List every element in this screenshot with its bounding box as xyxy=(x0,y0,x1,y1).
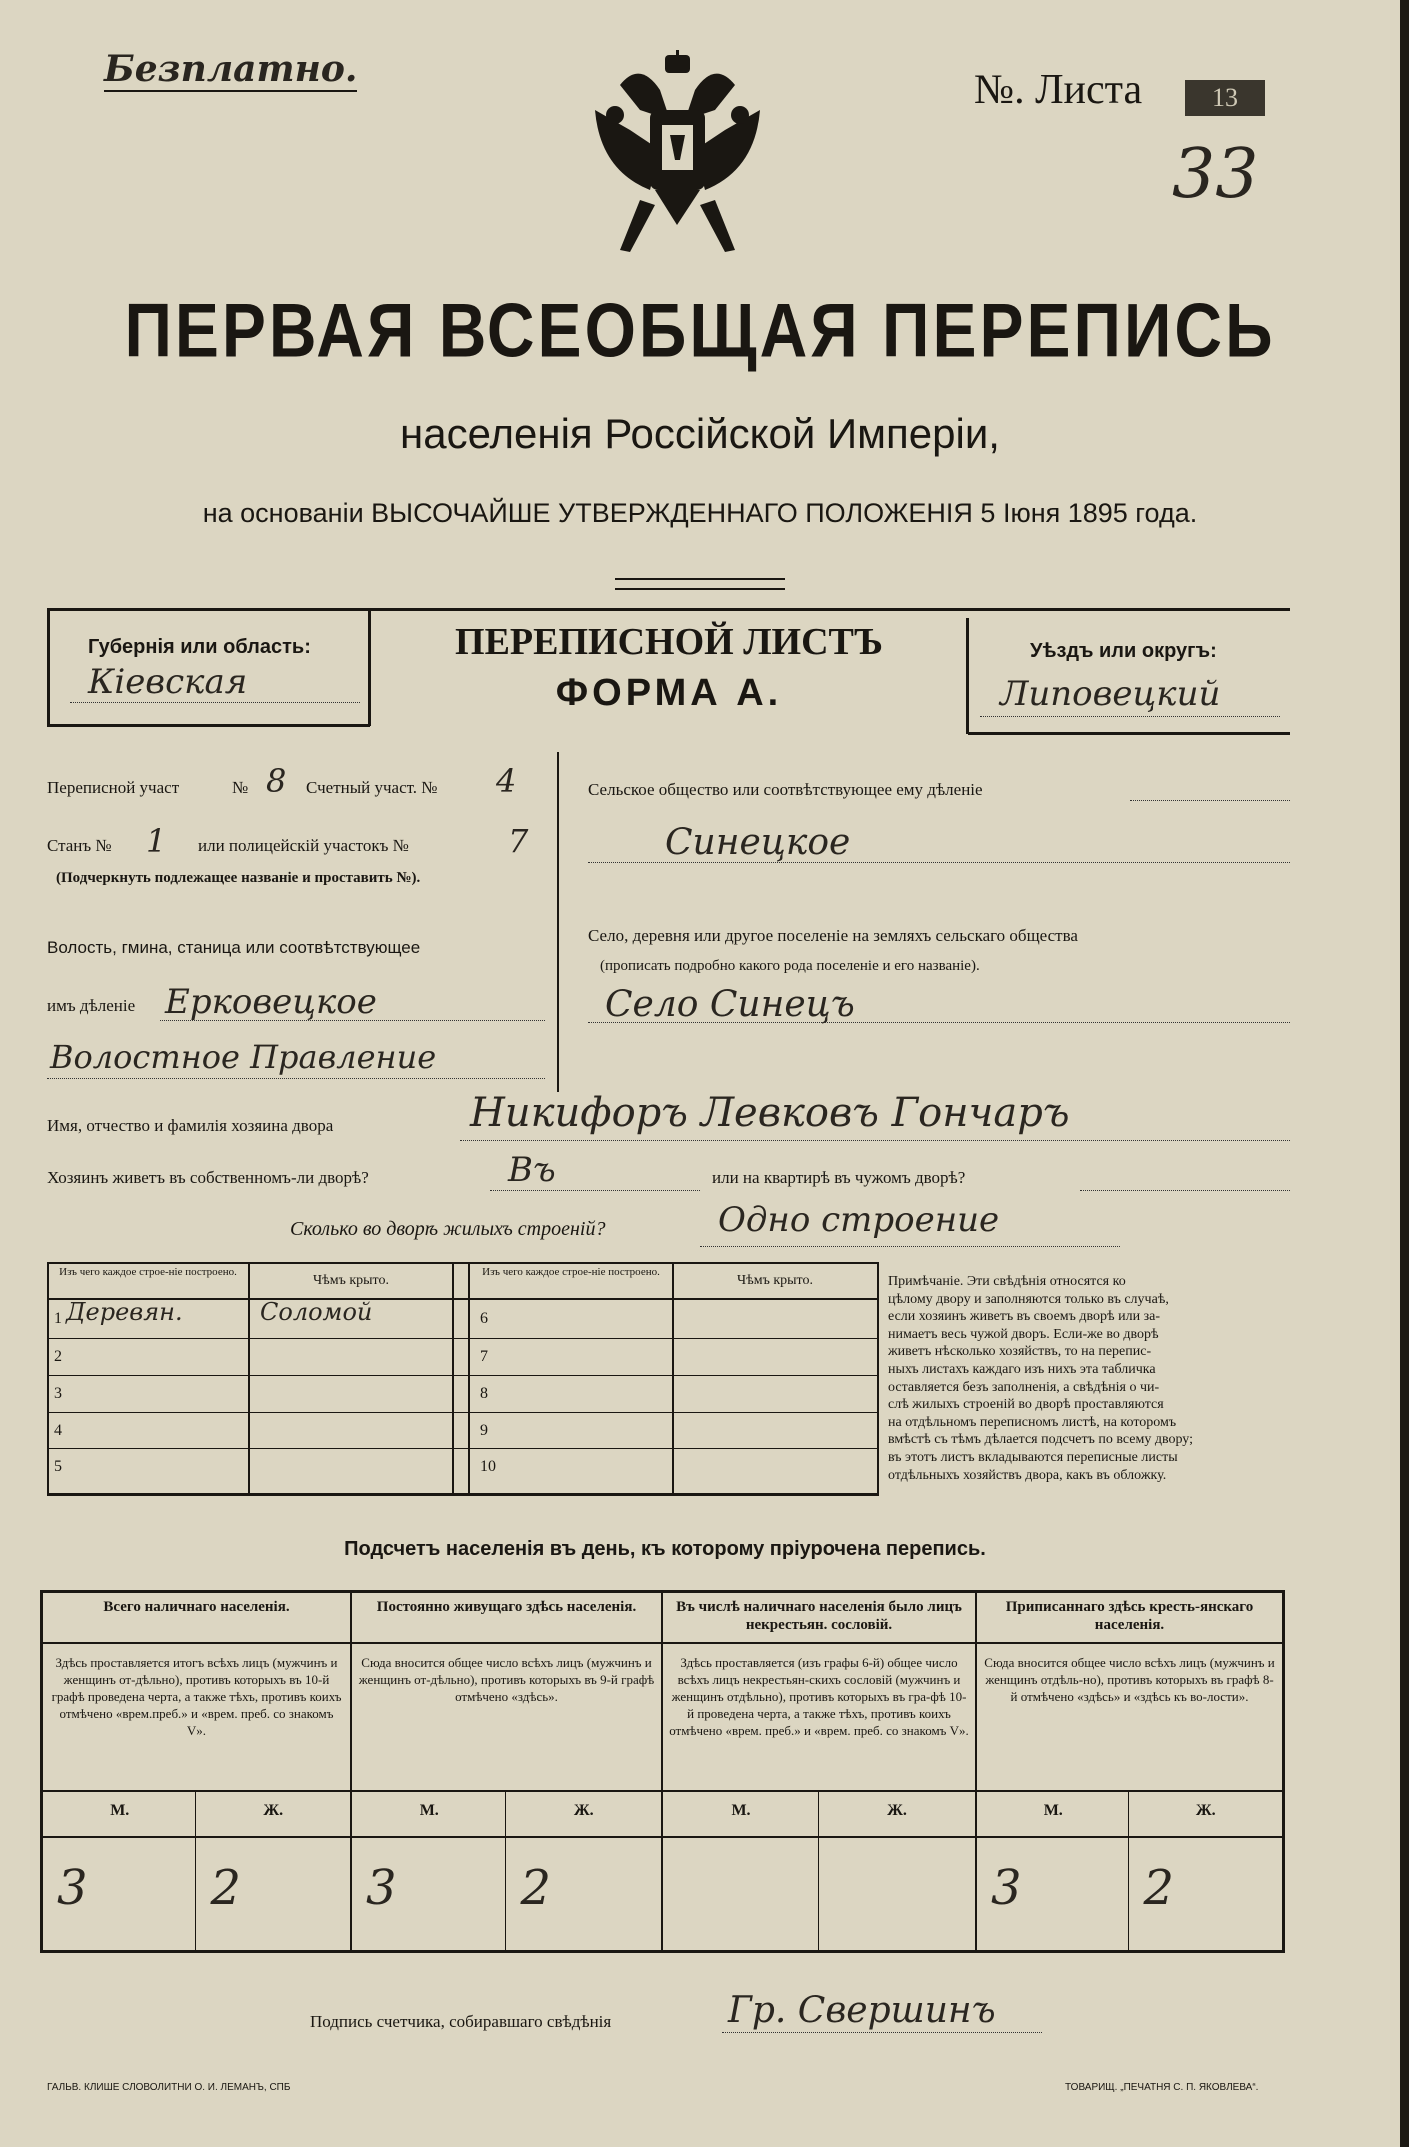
buildings-row-number: 4 xyxy=(54,1422,62,1439)
sheet-number-handwritten: 33 xyxy=(1172,135,1259,214)
owner-name-line xyxy=(460,1140,1290,1141)
count-section-desc: Сюда вносится общее число всѣхъ лицъ (мужчинъ и женщинъ от-дѣльно), противъ которыхъ въ 9-й графѣ отмѣчено «здѣсь». xyxy=(358,1655,655,1704)
note-line: оставляется безъ заполненія, а свѣдѣнія о чи- xyxy=(888,1379,1160,1395)
count-area-number: 4 xyxy=(496,762,517,800)
rule xyxy=(47,1338,879,1339)
census-form-page: Безплатно. №. Листа 13 33 ПЕРВАЯ ВСЕОБЩАЯ ПЕРЕПИСЬ населенія Россійской Имперіи, на основаніи ВЫСОЧАЙШЕ УТВЕРЖДЕННАГО ПОЛОЖЕНІЯ 5 Іюня 1895 года. Губернія или область: Кіевская ПЕРЕПИСНОЙ ЛИСТЪ ФОРМА А. Уѣздъ или округъ: Липовецкий Переписной участ № 8 Счетный участ. № 4 Станъ № 1 или полицейскій участокъ № 7 (Подчеркнуть подлежащее названіе и проставить №). Волость, гмина, станица или соотвѣтствующее имъ дѣленіе Ерковецкое Волостное Правление Сельское общество или соотвѣтствующее ему дѣленіе Синецкое Село, деревня или другое поселеніе на земляхъ сельскаго общества (прописать подробно какого рода поселеніе и его названіе). Село Синецъ Имя, отчество и фамилія хозяина двора Никифоръ Левковъ Гончаръ Хозяинъ живетъ въ собственномъ-ли дворѣ? Въ или на квартирѣ въ чужомъ дворѣ? Сколько во дворѣ жилыхъ строеній? Одно строение Изъ чего каждое строе-ніе построено. Чѣмъ крыто. Изъ чего каждое строе-ніе построено. Чѣмъ крыто. 1 Деревян. Соломой 6 2 7 3 8 4 9 5 10 Примѣчаніе. Эти свѣдѣнія относятся ко цѣлому двору и заполняются только въ случаѣ, если хозяинъ живетъ въ своемъ дворѣ или за- нимаетъ весь чужой дворъ. Если-же во дворѣ живетъ нѣсколько хозяйствъ, то на перепис- ныхъ листахъ каждаго изъ нихъ эта табличка оставляется безъ заполненія, а свѣдѣнія о чи- слѣ жилыхъ строеній во дворѣ проставляются на отдѣльномъ переписномъ листѣ, на которомъ вмѣстѣ съ тѣмъ дѣлается подсчетъ по всему двору; въ этотъ листъ вкладываются переписные листы отдѣльныхъ хозяйствъ двора, какъ въ обложку. Подсчетъ населенія въ день, къ которому пріурочена перепись. Всего наличнаго населенія. Здѣсь проставляется итогъ всѣхъ лицъ (мужчинъ и женщинъ от-дѣльно), противъ которыхъ въ 10-й графѣ проведена черта, а также тѣхъ, противъ коихъ отмѣчено «врем.преб.» и «врем. преб. со знакомъ V». М. 3 Ж. 2 Постоянно живущаго здѣсь населенія. Сюда вносится общее число всѣхъ лицъ (мужчинъ и женщинъ от-дѣльно), противъ которыхъ въ 9-й графѣ отмѣчено «здѣсь». М. 3 Ж. 2 Въ числѣ наличнаго населенія было лицъ некрестьян. сословій. Здѣсь проставляется (изъ графы 6-й) общее число всѣхъ лицъ некрестьян-скихъ сословій (мужчинъ и женщинъ отдѣльно), противъ которыхъ въ гра-фѣ 10-й проведена черта, а также тѣхъ, противъ коихъ отмѣчено «врем. преб.» и «врем. преб. со знакомъ V». М. Ж. Приписаннаго здѣсь кресть-янскаго населенія. Сюда вносится общее число всѣхъ лицъ (мужчинъ и женщинъ отдѣль-но), противъ которыхъ въ графѣ 8-й отмѣчено «здѣсь» и «здѣсь къ во-лости». М. 3 Ж. 2 Подпись счетчика, собиравшаго свѣдѣнія Гр. Свершинъ ГАЛЬВ. КЛИШЕ СЛОВОЛИТНИ О. И. ЛЕМАНЪ, СПБ ТОВАРИЩ. „ПЕЧАТНЯ С. П. ЯКОВЛЕВА“. xyxy=(0,0,1400,2147)
owner-name-label: Имя, отчество и фамилія хозяина двора xyxy=(47,1116,334,1135)
signature-line xyxy=(722,2032,1042,2033)
rule xyxy=(47,608,1290,611)
male-column-label: М. xyxy=(110,1802,130,1819)
female-column-label: Ж. xyxy=(1195,1802,1216,1819)
volost-value: Ерковецкое xyxy=(165,982,377,1022)
signature-value: Гр. Свершинъ xyxy=(728,1990,996,2031)
female-count-value: 2 xyxy=(520,1860,552,1916)
note-line: отдѣльныхъ хозяйствъ двора, какъ въ обложку. xyxy=(888,1467,1167,1483)
society-line-end xyxy=(1130,800,1290,801)
count-section-head: Приписаннаго здѣсь кресть-янскаго населенія. xyxy=(1005,1599,1254,1633)
volost-label-2: имъ дѣленіе xyxy=(47,996,136,1015)
guberniya-value: Кіевская xyxy=(88,662,248,702)
count-area-label: Счетный участ. № xyxy=(306,778,438,797)
note-line: слѣ жилыхъ строеній во дворѣ проставляются xyxy=(888,1397,1164,1413)
rule xyxy=(47,1375,879,1376)
female-count-value: 2 xyxy=(210,1860,242,1916)
sheet-number-stamp: 13 xyxy=(1185,80,1265,116)
own-yard-label: Хозяинъ живетъ въ собственномъ-ли дворѣ? xyxy=(47,1168,369,1187)
buildings-row-number: 3 xyxy=(54,1385,62,1402)
buildings-row-material: Деревян. xyxy=(66,1298,183,1326)
note-line: если хозяинъ живетъ въ своемъ дворѣ или за- xyxy=(888,1309,1161,1325)
rule xyxy=(47,1493,879,1496)
rule xyxy=(248,1262,250,1495)
buildings-row-number: 1 xyxy=(54,1310,62,1327)
buildings-row-number-right: 6 xyxy=(480,1310,488,1327)
buildings-row-number-right: 10 xyxy=(480,1458,496,1475)
rule xyxy=(975,1590,977,1953)
female-column-label: Ж. xyxy=(263,1802,284,1819)
buildings-header-material: Изъ чего каждое строе-ніе построено. xyxy=(59,1266,237,1278)
note-line: вмѣстѣ съ тѣмъ дѣлается подсчетъ по всему двору; xyxy=(888,1432,1194,1448)
village-value: Село Синецъ xyxy=(605,984,855,1025)
volost-value-2: Волостное Правление xyxy=(50,1038,437,1076)
buildings-row-number: 2 xyxy=(54,1348,62,1365)
owner-name-value: Никифоръ Левковъ Гончаръ xyxy=(470,1090,1070,1136)
rule xyxy=(40,1590,43,1953)
male-count-value: 3 xyxy=(57,1860,88,1916)
census-area-label: Переписной участ xyxy=(47,778,180,797)
uezd-value: Липовецкий xyxy=(1000,674,1221,714)
count-section-desc: Сюда вносится общее число всѣхъ лицъ (мужчинъ и женщинъ отдѣль-но), противъ которыхъ въ графѣ 8-й отмѣчено «здѣсь» и «здѣсь къ во-лости». xyxy=(984,1655,1275,1704)
own-yard-value: Въ xyxy=(508,1150,556,1190)
buildings-row-number-right: 7 xyxy=(480,1348,488,1365)
buildings-header-roof-2: Чѣмъ крыто. xyxy=(737,1273,813,1288)
printer-left: ГАЛЬВ. КЛИШЕ СЛОВОЛИТНИ О. И. ЛЕМАНЪ, СПБ xyxy=(47,2082,291,2093)
rule xyxy=(47,608,50,726)
note-line: ныхъ листахъ каждаго изъ нихъ эта табличка xyxy=(888,1362,1156,1377)
note-line: живетъ нѣсколько хозяйствъ, то на перепис- xyxy=(888,1344,1152,1360)
count-section-head: Въ числѣ наличнаго населенія было лицъ некрестьян. сословій. xyxy=(676,1599,962,1633)
rule xyxy=(1282,1590,1285,1953)
police-number: 7 xyxy=(508,822,529,860)
note-line: нимаетъ весь чужой дворъ. Если-же во дворѣ xyxy=(888,1326,1159,1342)
count-section-desc: Здѣсь проставляется (изъ графы 6-й) общее число всѣхъ лицъ некрестьян-скихъ сословій (мужчинъ и женщинъ отдѣльно), противъ которыхъ въ гра-фѣ 10-й проведена черта, а также тѣхъ, противъ коихъ отмѣчено «врем. преб.» и «врем. преб. со знакомъ V». xyxy=(669,1655,969,1738)
female-column-label: Ж. xyxy=(887,1802,907,1819)
volost-line-2 xyxy=(47,1078,545,1079)
count-section-desc: Здѣсь проставляется итогъ всѣхъ лицъ (мужчинъ и женщинъ от-дѣльно), противъ которыхъ въ 10-й графѣ проведена черта, а также тѣхъ, противъ коихъ отмѣчено «врем.преб.» и «врем. преб. со знакомъ V». xyxy=(51,1655,342,1738)
legal-basis: на основаніи ВЫСОЧАЙШЕ УТВЕРЖДЕННАГО ПОЛОЖЕНІЯ 5 Іюня 1895 года. xyxy=(202,498,1198,528)
page-subtitle: населенія Россійской Имперіи, xyxy=(400,410,1000,457)
village-label: Село, деревня или другое поселеніе на земляхъ сельскаго общества xyxy=(588,926,1078,945)
rule xyxy=(350,1590,352,1953)
note-line: на отдѣльномъ переписномъ листѣ, на которомъ xyxy=(888,1414,1177,1430)
printer-right: ТОВАРИЩ. „ПЕЧАТНЯ С. П. ЯКОВЛЕВА“. xyxy=(1065,2082,1259,2093)
rule xyxy=(47,1412,879,1413)
own-yard-line xyxy=(490,1190,700,1191)
buildings-value: Одно строение xyxy=(718,1200,1000,1240)
rule xyxy=(468,1262,470,1495)
stan-number: 1 xyxy=(146,822,167,860)
buildings-row-number-right: 8 xyxy=(480,1385,488,1402)
uezd-label: Уѣздъ или округъ: xyxy=(1030,640,1217,662)
column-divider xyxy=(557,752,559,1092)
buildings-header-material-2: Изъ чего каждое строе-ніе построено. xyxy=(482,1266,660,1278)
page-title: ПЕРВАЯ ВСЕОБЩАЯ ПЕРЕПИСЬ xyxy=(124,287,1276,373)
uezd-line xyxy=(980,716,1280,717)
note-line: Примѣчаніе. Эти свѣдѣнія относятся ко xyxy=(888,1274,1126,1289)
volost-label: Волость, гмина, станица или соотвѣтствующее xyxy=(47,938,421,957)
village-note: (прописать подробно какого рода поселеніе и его названіе). xyxy=(600,958,980,974)
note-line: въ этотъ листъ вкладываются переписные листы xyxy=(888,1450,1178,1465)
buildings-row-number-right: 9 xyxy=(480,1422,488,1439)
police-label: или полицейскій участокъ № xyxy=(198,836,409,855)
count-section-head: Всего наличнаго населенія. xyxy=(103,1599,290,1615)
society-value: Синецкое xyxy=(665,822,851,863)
sheet-number-label: №. Листа xyxy=(974,67,1143,113)
male-column-label: М. xyxy=(419,1802,439,1819)
guberniya-line xyxy=(70,702,360,703)
stan-label: Станъ № xyxy=(47,836,112,855)
form-subtitle: ФОРМА А. xyxy=(555,672,783,714)
count-title: Подсчетъ населенія въ день, къ которому пріурочена перепись. xyxy=(344,1538,986,1560)
buildings-line xyxy=(700,1246,1120,1247)
rule xyxy=(968,732,1290,735)
rule xyxy=(661,1590,663,1953)
buildings-row-roof: Соломой xyxy=(260,1298,373,1326)
buildings-row-number: 5 xyxy=(54,1458,62,1475)
underline-note: (Подчеркнуть подлежащее названіе и проставить №). xyxy=(56,870,421,886)
signature-label: Подпись счетчика, собиравшаго свѣдѣнія xyxy=(310,2012,612,2031)
form-title: ПЕРЕПИСНОЙ ЛИСТЪ xyxy=(455,621,883,663)
male-count-value: 3 xyxy=(366,1860,397,1916)
rule xyxy=(47,1448,879,1449)
census-area-number: 8 xyxy=(266,762,287,800)
rule xyxy=(452,1262,454,1495)
ornament-divider xyxy=(615,578,785,590)
rule xyxy=(47,1262,49,1495)
rent-label: или на квартирѣ въ чужомъ дворѣ? xyxy=(712,1168,966,1187)
female-column-label: Ж. xyxy=(573,1802,594,1819)
male-column-label: М. xyxy=(1043,1802,1063,1819)
rule xyxy=(672,1262,674,1495)
female-count-value: 2 xyxy=(1143,1860,1175,1916)
note-line: цѣлому двору и заполняются только въ случаѣ, xyxy=(888,1291,1169,1307)
male-count-value: 3 xyxy=(991,1860,1022,1916)
count-section-head: Постоянно живущаго здѣсь населенія. xyxy=(376,1599,637,1615)
rule xyxy=(47,1262,879,1264)
guberniya-label: Губернія или область: xyxy=(88,636,311,658)
rent-line xyxy=(1080,1190,1290,1191)
rule xyxy=(877,1262,879,1495)
buildings-label: Сколько во дворѣ жилыхъ строеній? xyxy=(290,1218,606,1240)
free-label: Безплатно. xyxy=(104,48,358,90)
double-headed-eagle-emblem xyxy=(580,50,775,260)
rule xyxy=(47,724,370,727)
buildings-header-roof: Чѣмъ крыто. xyxy=(313,1273,389,1288)
society-label: Сельское общество или соотвѣтствующее ему дѣленіе xyxy=(588,780,983,799)
male-column-label: М. xyxy=(731,1802,751,1819)
